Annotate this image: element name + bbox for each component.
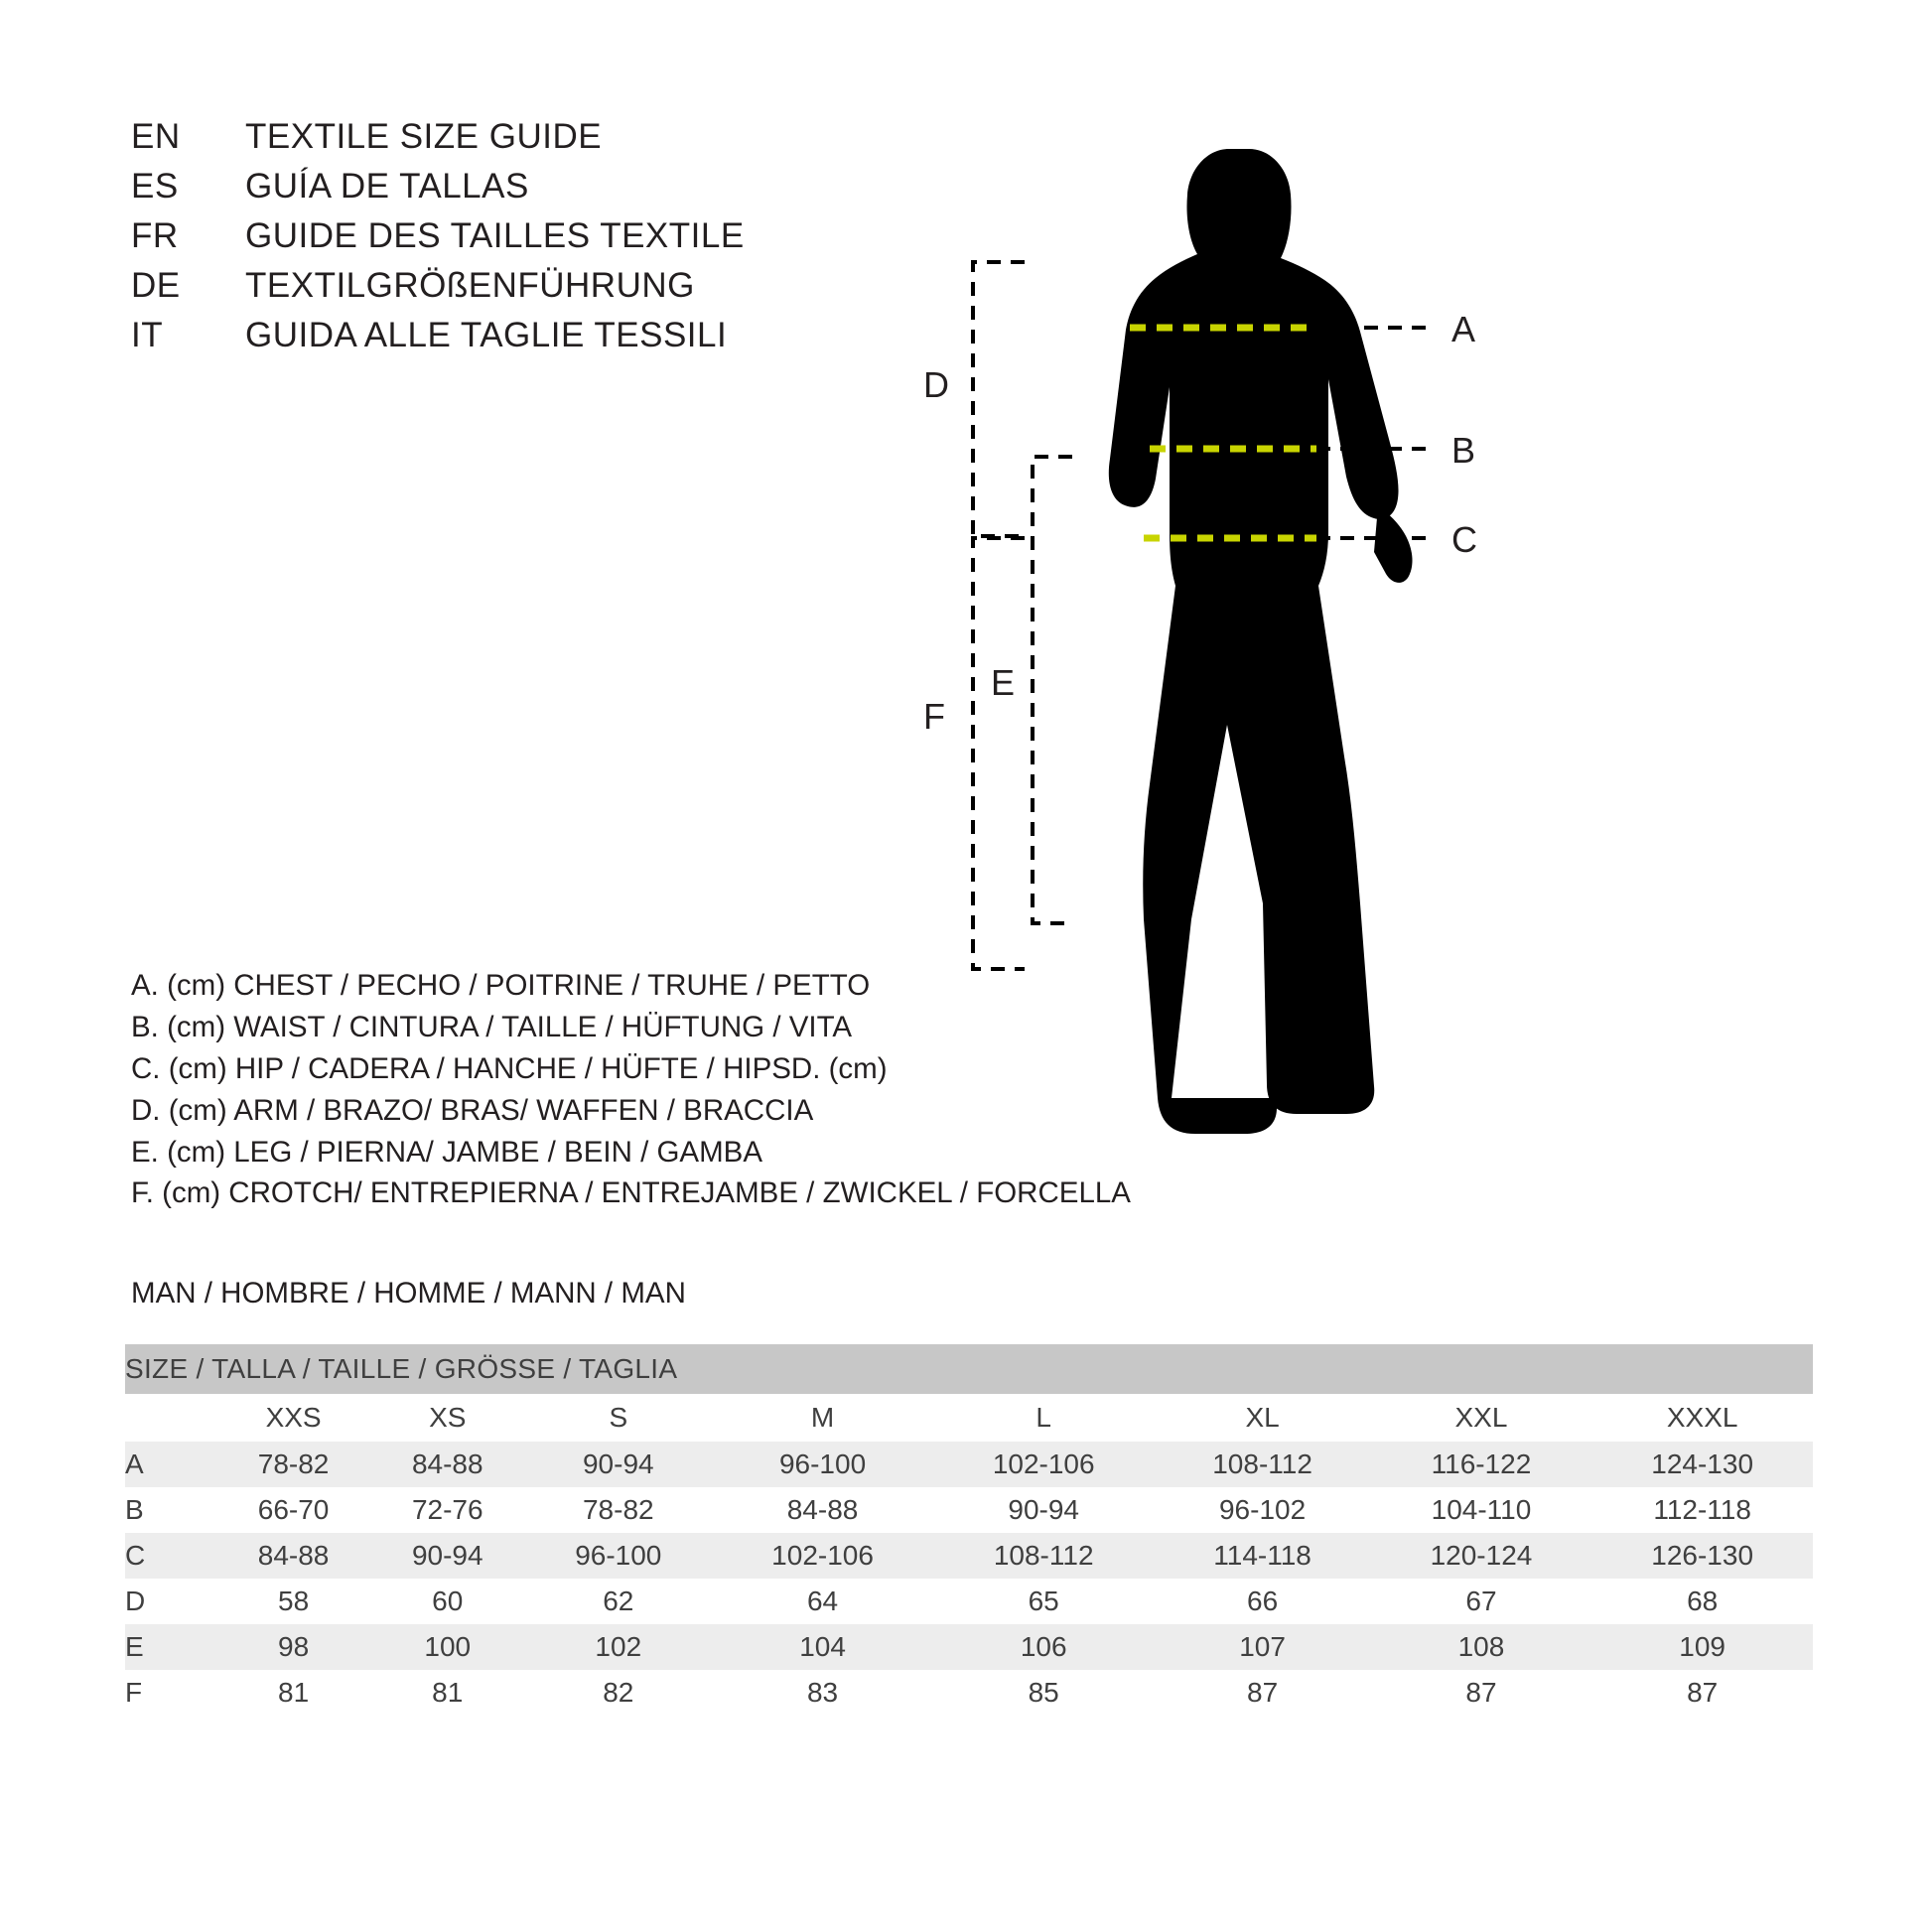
cell-b-m: 84-88 (712, 1487, 933, 1533)
table-row (125, 1487, 1813, 1533)
cell-a-xxxl: 124-130 (1591, 1442, 1813, 1487)
legend-line-d: D. (cm) ARM / BRAZO/ BRAS/ WAFFEN / BRACCIA (131, 1093, 814, 1127)
cell-c-xxs: 84-88 (216, 1533, 370, 1579)
cell-d-xxxl: 68 (1591, 1579, 1813, 1624)
table-header-label: SIZE / TALLA / TAILLE / GRÖSSE / TAGLIA (125, 1344, 1813, 1394)
title-row-es (131, 167, 886, 216)
cell-e-xxl: 108 (1371, 1624, 1592, 1670)
cell-d-l: 65 (933, 1579, 1155, 1624)
title-lang-es: ES (131, 167, 179, 206)
cell-a-l: 102-106 (933, 1442, 1155, 1487)
crotch-bracket-f (973, 538, 1025, 969)
cell-f-m: 83 (712, 1670, 933, 1716)
cell-f-s: 82 (524, 1670, 712, 1716)
cell-a-xl: 108-112 (1155, 1442, 1371, 1487)
table-size-row (125, 1394, 1813, 1442)
size-header-xl: XL (1155, 1394, 1371, 1442)
title-row-it (131, 316, 886, 365)
leg-bracket-e (1033, 457, 1072, 923)
table-row (125, 1579, 1813, 1624)
row-label-a: A (125, 1442, 216, 1487)
size-header-xxs: XXS (216, 1394, 370, 1442)
legend-line-e: E. (cm) LEG / PIERNA/ JAMBE / BEIN / GAMBA (131, 1135, 763, 1169)
cell-f-l: 85 (933, 1670, 1155, 1716)
size-table (125, 1344, 1813, 1716)
cell-c-l: 108-112 (933, 1533, 1155, 1579)
row-label-e: E (125, 1624, 216, 1670)
marker-label-f: F (923, 696, 945, 737)
legend-line-f: F. (cm) CROTCH/ ENTREPIERNA / ENTREJAMBE / ZWICKEL / FORCELLA (131, 1176, 1131, 1210)
title-lang-fr: FR (131, 216, 179, 255)
size-header-l: L (933, 1394, 1155, 1442)
cell-d-m: 64 (712, 1579, 933, 1624)
cell-d-xl: 66 (1155, 1579, 1371, 1624)
marker-label-d: D (923, 364, 949, 405)
cell-b-xxs: 66-70 (216, 1487, 370, 1533)
title-text-de: TEXTILGRÖßENFÜHRUNG (245, 266, 695, 305)
title-row-de (131, 266, 886, 316)
cell-e-l: 106 (933, 1624, 1155, 1670)
table-header-bar (125, 1344, 1813, 1394)
cell-b-s: 78-82 (524, 1487, 712, 1533)
cell-a-xxs: 78-82 (216, 1442, 370, 1487)
cell-b-l: 90-94 (933, 1487, 1155, 1533)
legend-line-c: C. (cm) HIP / CADERA / HANCHE / HÜFTE / HIPSD. (cm) (131, 1051, 888, 1085)
cell-f-xs: 81 (370, 1670, 524, 1716)
legend-line-a: A. (cm) CHEST / PECHO / POITRINE / TRUHE / PETTO (131, 969, 871, 1002)
title-text-es: GUÍA DE TALLAS (245, 167, 529, 206)
size-header-m: M (712, 1394, 933, 1442)
cell-b-xs: 72-76 (370, 1487, 524, 1533)
cell-f-xl: 87 (1155, 1670, 1371, 1716)
cell-e-xxxl: 109 (1591, 1624, 1813, 1670)
title-lang-it: IT (131, 316, 164, 354)
title-text-en: TEXTILE SIZE GUIDE (245, 117, 603, 156)
arm-bracket-d (973, 262, 1025, 536)
table-row (125, 1442, 1813, 1487)
cell-a-xxl: 116-122 (1371, 1442, 1592, 1487)
cell-a-xs: 84-88 (370, 1442, 524, 1487)
cell-d-s: 62 (524, 1579, 712, 1624)
marker-label-a: A (1451, 309, 1476, 349)
row-label-c: C (125, 1533, 216, 1579)
legend-block (131, 965, 1173, 1214)
title-text-it: GUIDA ALLE TAGLIE TESSILI (245, 316, 728, 354)
marker-label-b: B (1451, 430, 1476, 471)
cell-c-m: 102-106 (712, 1533, 933, 1579)
title-lang-de: DE (131, 266, 181, 305)
cell-a-s: 90-94 (524, 1442, 712, 1487)
table-row (125, 1533, 1813, 1579)
size-header-xxl: XXL (1371, 1394, 1592, 1442)
cell-c-xl: 114-118 (1155, 1533, 1371, 1579)
cell-f-xxl: 87 (1371, 1670, 1592, 1716)
legend-line-b: B. (cm) WAIST / CINTURA / TAILLE / HÜFTUNG / VITA (131, 1010, 853, 1043)
cell-f-xxxl: 87 (1591, 1670, 1813, 1716)
title-row-en (131, 117, 886, 167)
cell-e-m: 104 (712, 1624, 933, 1670)
cell-b-xxxl: 112-118 (1591, 1487, 1813, 1533)
cell-b-xl: 96-102 (1155, 1487, 1371, 1533)
cell-e-xxs: 98 (216, 1624, 370, 1670)
size-row-corner (125, 1394, 216, 1442)
title-lang-en: EN (131, 117, 181, 156)
marker-label-e: E (991, 662, 1016, 703)
size-header-xxxl: XXXL (1591, 1394, 1813, 1442)
cell-d-xxs: 58 (216, 1579, 370, 1624)
table-row (125, 1624, 1813, 1670)
title-block (131, 117, 886, 365)
cell-d-xs: 60 (370, 1579, 524, 1624)
cell-e-s: 102 (524, 1624, 712, 1670)
size-header-xs: XS (370, 1394, 524, 1442)
row-label-d: D (125, 1579, 216, 1624)
cell-c-xxxl: 126-130 (1591, 1533, 1813, 1579)
cell-c-xs: 90-94 (370, 1533, 524, 1579)
marker-label-c: C (1451, 519, 1477, 560)
cell-c-s: 96-100 (524, 1533, 712, 1579)
table-row (125, 1670, 1813, 1716)
title-row-fr (131, 216, 886, 266)
title-text-fr: GUIDE DES TAILLES TEXTILE (245, 216, 745, 255)
cell-e-xs: 100 (370, 1624, 524, 1670)
cell-f-xxs: 81 (216, 1670, 370, 1716)
cell-b-xxl: 104-110 (1371, 1487, 1592, 1533)
size-header-s: S (524, 1394, 712, 1442)
row-label-f: F (125, 1670, 216, 1716)
cell-c-xxl: 120-124 (1371, 1533, 1592, 1579)
gender-label: MAN / HOMBRE / HOMME / MANN / MAN (131, 1277, 686, 1310)
cell-e-xl: 107 (1155, 1624, 1371, 1670)
cell-a-m: 96-100 (712, 1442, 933, 1487)
cell-d-xxl: 67 (1371, 1579, 1592, 1624)
row-label-b: B (125, 1487, 216, 1533)
